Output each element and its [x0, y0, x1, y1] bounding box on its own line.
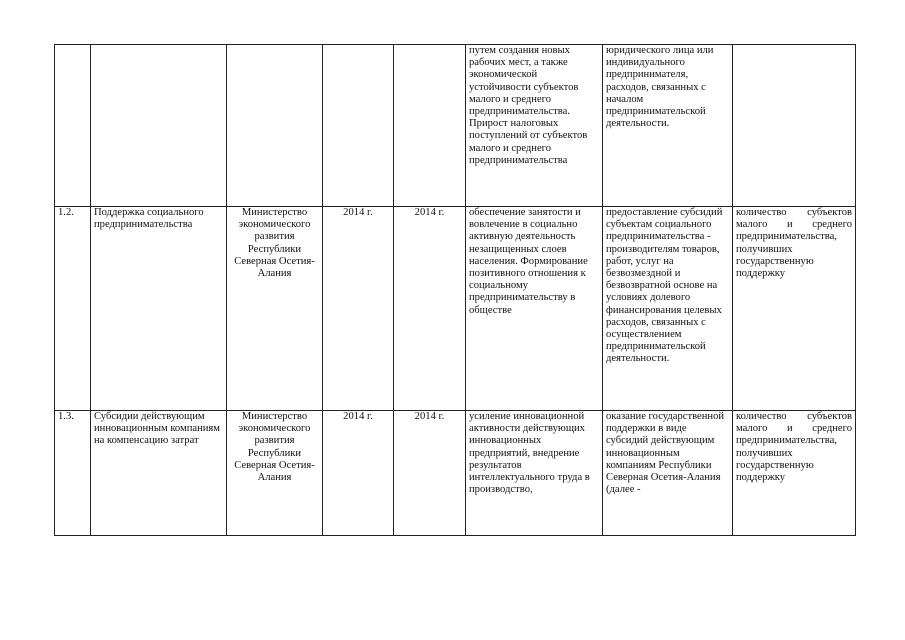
end-year-cell: 2014 г. — [394, 207, 466, 411]
start-year-cell: 2014 г. — [323, 207, 394, 411]
executor-cell: Министерство экономического развития Республики Северная Осетия-Алания — [227, 207, 323, 411]
indicator-cell — [733, 45, 856, 207]
end-year-cell — [394, 45, 466, 207]
end-year-cell: 2014 г. — [394, 411, 466, 536]
start-year-cell — [323, 45, 394, 207]
measure-name-cell: Поддержка социального предпринимательства — [91, 207, 227, 411]
indicator-cell: количество субъектов малого и среднего предпринимательства, получивших государственную поддержку — [733, 411, 856, 536]
expected-result-cell: усиление инновационной активности действующих инновационных предприятий, внедрение результатов интеллектуального труда в производство, — [466, 411, 603, 536]
start-year-cell: 2014 г. — [323, 411, 394, 536]
expected-result-cell: обеспечение занятости и вовлечение в социально активную деятельность незащищенных слоев населения. Формирование позитивного отношения к социальному предпринимательству в обществе — [466, 207, 603, 411]
row-number-cell: 1.3. — [55, 411, 91, 536]
executor-cell: Министерство экономического развития Республики Северная Осетия-Алания — [227, 411, 323, 536]
row-number-cell: 1.2. — [55, 207, 91, 411]
table-row — [55, 207, 856, 411]
measure-name-cell — [91, 45, 227, 207]
indicator-cell: количество субъектов малого и среднего предпринимательства, получивших государственную поддержку — [733, 207, 856, 411]
measure-name-cell: Субсидии действующим инновационным компаниям на компенсацию затрат — [91, 411, 227, 536]
table-row — [55, 411, 856, 536]
program-measures-table — [54, 44, 856, 536]
expected-result-cell: путем создания новых рабочих мест, а также экономической устойчивости субъектов малого и среднего предпринимательства. Прирост налоговых поступлений от субъектов малого и среднего предпринимательства — [466, 45, 603, 207]
measure-content-cell: оказание государственной поддержки в виде субсидий действующим инновационным компаниям Республики Северная Осетия-Алания (далее - — [603, 411, 733, 536]
executor-cell — [227, 45, 323, 207]
row-number-cell — [55, 45, 91, 207]
measure-content-cell: предоставление субсидий субъектам социального предпринимательства - производителям товаров, работ, услуг на безвозмездной и безвозвратной основе на условиях долевого финансирования целевых расходов, связанных с осуществлением предпринимательской деятельности. — [603, 207, 733, 411]
table-row — [55, 45, 856, 207]
measure-content-cell: юридического лица или индивидуального предпринимателя, расходов, связанных с началом предпринимательской деятельности. — [603, 45, 733, 207]
